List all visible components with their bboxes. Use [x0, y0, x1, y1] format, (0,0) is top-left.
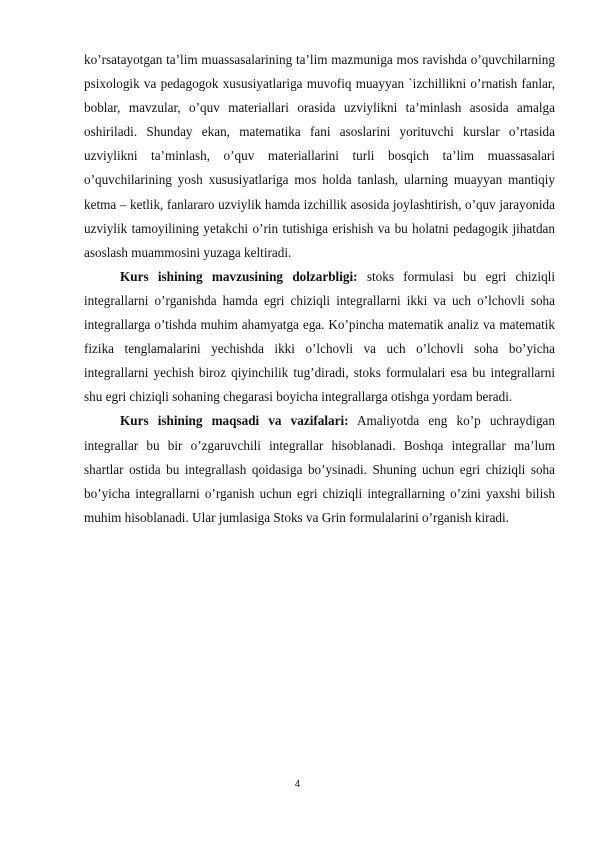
- paragraph-goals: [84, 409, 555, 529]
- relevance-body: stoks formulasi bu egri chiziqli integrallarni o’rganishda hamda egri chiziqli integrallarni ikki va uch o’lchovli soha integrallarga o’tishda muhim ahamyatga ega. Ko’pincha matematik analiz va matematik fizika tenglamalarini yechishda ikki o’lchovli va uch o’lchovli soha bo’yicha integrallarni yechish biroz qiyinchilik tug’diradi, stoks formulalari esa bu integrallarni shu egri chiziqli sohaning chegarasi boyicha integrallarga otishga yordam beradi.: [84, 268, 555, 405]
- paragraph-continuation: ko’rsatayotgan ta’lim muassasalarining ta’lim mazmuniga mos ravishda o’quvchilarning psixologik va pedagogok xususiyatlariga muvofiq muayyan `izchillikni o’rnatish fanlar, boblar, mavzular, o’quv materiallari orasida uzviylikni ta’minlash asosida amalga oshiriladi. Shunday ekan, matematika fani asoslarini yorituvchi kurslar o’rtasida uzviylikni ta’minlash, o’quv materiallarini turli bosqich ta’lim muassasalari o’quvchilarining yosh xususiyatlariga mos holda tanlash, ularning muayyan mantiqiy ketma – ketlik, fanlararo uzviylik hamda izchillik asosida joylashtirish, o’quv jarayonida uzviylik tamoyilining yetakchi o’rin tutishiga erishish va bu holatni pedagogik jihatdan asoslash muammosini yuzaga keltiradi.: [84, 52, 555, 260]
- paragraph-relevance: [84, 265, 555, 410]
- body-text: [84, 48, 555, 530]
- page-number: 4: [294, 779, 301, 790]
- goals-heading: Kurs ishining maqsadi va vazifalari:: [120, 413, 349, 429]
- goals-body: Amaliyotda eng ko’p uchraydigan integrallar bu bir o’zgaruvchili integrallar hisoblanadi. Boshqa integrallar ma’lum shartlar ostida bu integrallash qoidasiga bo’ysinadi. Shuning uchun egri chiziqli soha bo’yicha integrallarni o’rganish uchun egri chiziqli integrallarning o’zini yaxshi bilish muhim hisoblanadi. Ular jumlasiga Stoks va Grin formulalarini o’rganish kiradi.: [84, 413, 555, 525]
- relevance-heading: Kurs ishining mavzusining dolzarbligi:: [120, 268, 358, 284]
